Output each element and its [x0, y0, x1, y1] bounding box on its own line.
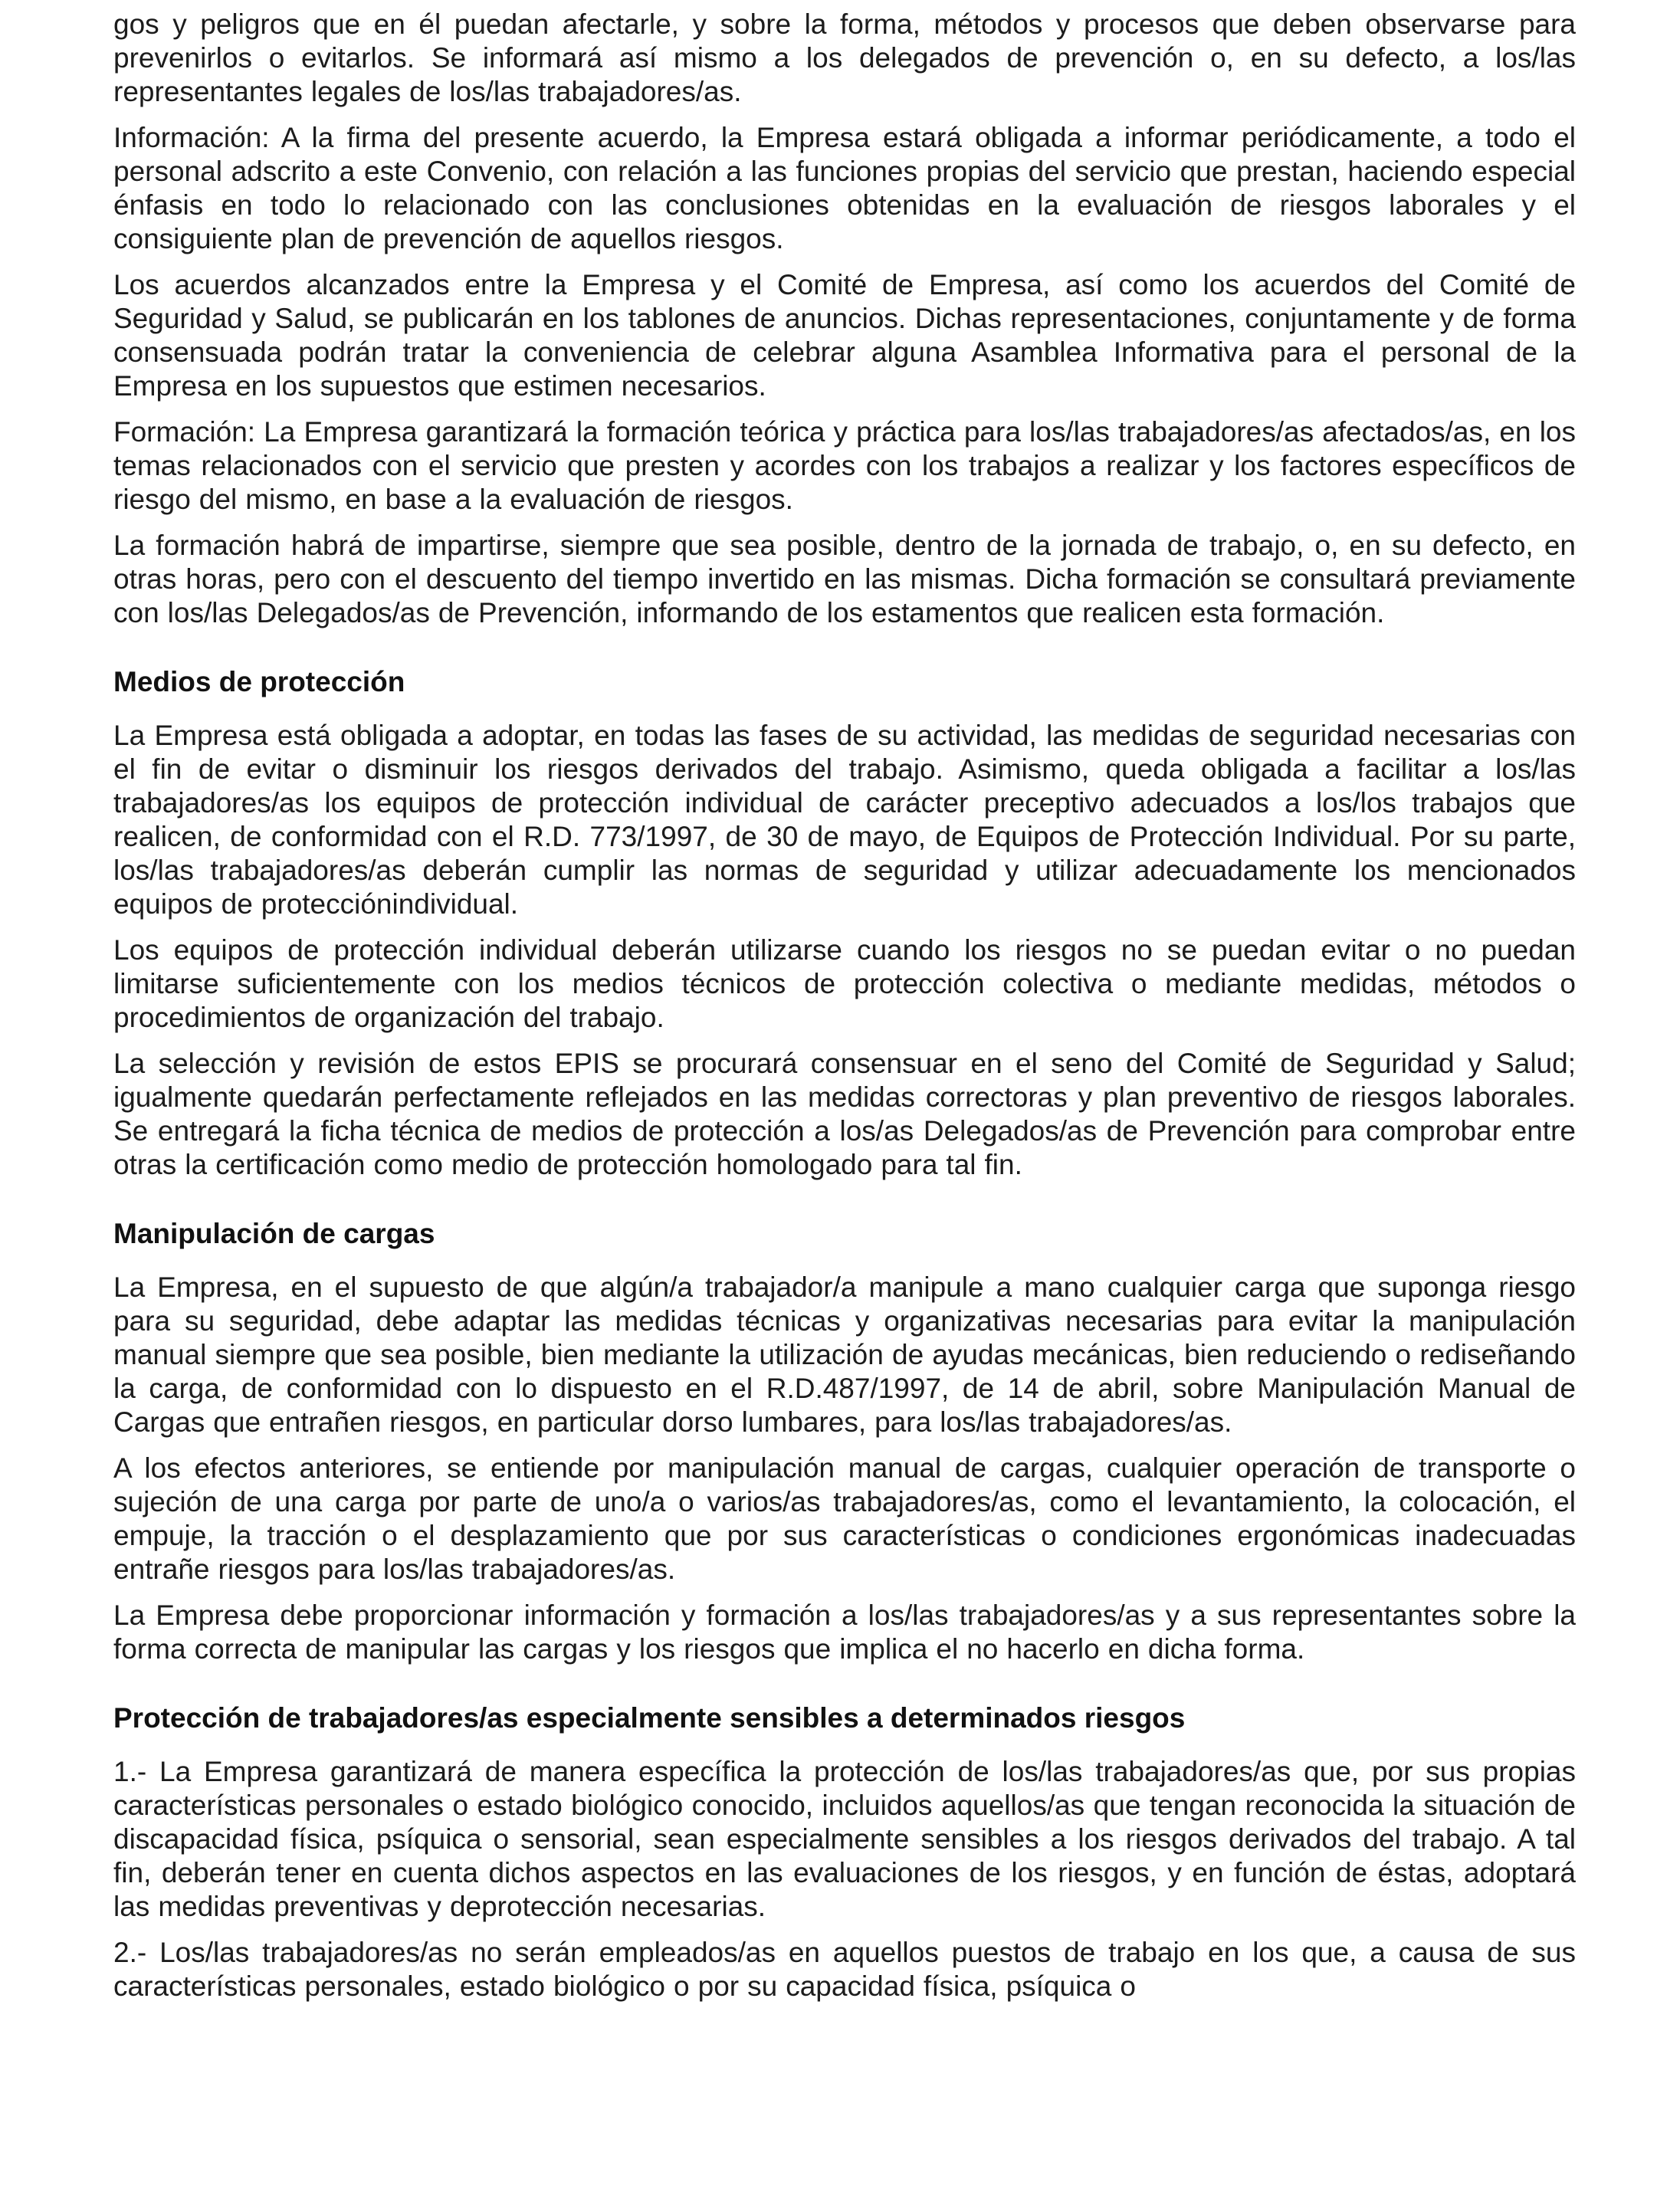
paragraph: La Empresa, en el supuesto de que algún/a trabajador/a manipule a mano cualquier carga que suponga riesgo para su seguridad, debe adaptar las medidas técnicas y organizativas necesarias para evitar la manipulación manual siempre que sea posible, bien mediante la utilización de ayudas mecánicas, bien reduciendo o rediseñando la carga, de conformidad con lo dispuesto en el R.D.487/1997, de 14 de abril, sobre Manipulación Manual de Cargas que entrañen riesgos, en particular dorso lumbares, para los/las trabajadores/as.	[113, 1271, 1576, 1438]
document-body	[113, 8, 1576, 2003]
paragraph: La Empresa debe proporcionar información y formación a los/las trabajadores/as y a sus representantes sobre la forma correcta de manipular las cargas y los riesgos que implica el no hacerlo en dicha forma.	[113, 1599, 1576, 1665]
paragraph: 2.- Los/las trabajadores/as no serán empleados/as en aquellos puestos de trabajo en los que, a causa de sus características personales, estado biológico o por su capacidad física, psíquica o	[113, 1937, 1576, 2002]
paragraph: gos y peligros que en él puedan afectarle, y sobre la forma, métodos y procesos que deben observarse para prevenirlos o evitarlos. Se informará así mismo a los delegados de prevención o, en su defecto, a los/las representantes legales de los/las trabajadores/as.	[113, 8, 1576, 107]
section-heading-manipulacion-de-cargas: Manipulación de cargas	[113, 1218, 435, 1249]
paragraph: Los equipos de protección individual deberán utilizarse cuando los riesgos no se puedan evitar o no puedan limitarse suficientemente con los medios técnicos de protección colectiva o mediante medidas, métodos o procedimientos de organización del trabajo.	[113, 934, 1576, 1033]
paragraph: La selección y revisión de estos EPIS se procurará consensuar en el seno del Comité de Seguridad y Salud; igualmente quedarán perfectamente reflejados en las medidas correctoras y plan preventivo de riesgos laborales. Se entregará la ficha técnica de medios de protección a los/as Delegados/as de Prevención para comprobar entre otras la certificación como medio de protección homologado para tal fin.	[113, 1048, 1576, 1180]
section-heading-proteccion-trabajadores-sensibles: Protección de trabajadores/as especialmente sensibles a determinados riesgos	[113, 1702, 1186, 1734]
paragraph: Los acuerdos alcanzados entre la Empresa y el Comité de Empresa, así como los acuerdos del Comité de Seguridad y Salud, se publicarán en los tablones de anuncios. Dichas representaciones, conjuntamente y de forma consensuada podrán tratar la conveniencia de celebrar alguna Asamblea Informativa para el personal de la Empresa en los supuestos que estimen necesarios.	[113, 269, 1576, 402]
paragraph: 1.- La Empresa garantizará de manera específica la protección de los/las trabajadores/as que, por sus propias características personales o estado biológico conocido, incluidos aquellos/as que tengan reconocida la situación de discapacidad física, psíquica o sensorial, sean especialmente sensibles a los riesgos derivados del trabajo. A tal fin, deberán tener en cuenta dichos aspectos en las evaluaciones de los riesgos, y en función de éstas, adoptará las medidas preventivas y deprotección necesarias.	[113, 1756, 1576, 1922]
paragraph: La formación habrá de impartirse, siempre que sea posible, dentro de la jornada de trabajo, o, en su defecto, en otras horas, pero con el descuento del tiempo invertido en las mismas. Dicha formación se consultará previamente con los/las Delegados/as de Prevención, informando de los estamentos que realicen esta formación.	[113, 530, 1576, 628]
section-heading-medios-de-proteccion: Medios de protección	[113, 666, 405, 697]
paragraph: La Empresa está obligada a adoptar, en todas las fases de su actividad, las medidas de seguridad necesarias con el fin de evitar o disminuir los riesgos derivados del trabajo. Asimismo, queda obligada a facilitar a los/las trabajadores/as los equipos de protección individual de carácter preceptivo adecuados a los/los trabajos que realicen, de conformidad con el R.D. 773/1997, de 30 de mayo, de Equipos de Protección Individual. Por su parte, los/las trabajadores/as deberán cumplir las normas de seguridad y utilizar adecuadamente los mencionados equipos de protecciónindividual.	[113, 720, 1576, 920]
paragraph: A los efectos anteriores, se entiende por manipulación manual de cargas, cualquier operación de transporte o sujeción de una carga por parte de uno/a o varios/as trabajadores/as, como el levantamiento, la colocación, el empuje, la tracción o el desplazamiento que por sus características o condiciones ergonómicas inadecuadas entrañe riesgos para los/las trabajadores/as.	[113, 1452, 1576, 1585]
paragraph: Formación: La Empresa garantizará la formación teórica y práctica para los/las trabajadores/as afectados/as, en los temas relacionados con el servicio que presten y acordes con los trabajos a realizar y los factores específicos de riesgo del mismo, en base a la evaluación de riesgos.	[113, 416, 1576, 515]
paragraph: Información: A la firma del presente acuerdo, la Empresa estará obligada a informar periódicamente, a todo el personal adscrito a este Convenio, con relación a las funciones propias del servicio que prestan, haciendo especial énfasis en todo lo relacionado con las conclusiones obtenidas en la evaluación de riesgos laborales y el consiguiente plan de prevención de aquellos riesgos.	[113, 122, 1576, 254]
